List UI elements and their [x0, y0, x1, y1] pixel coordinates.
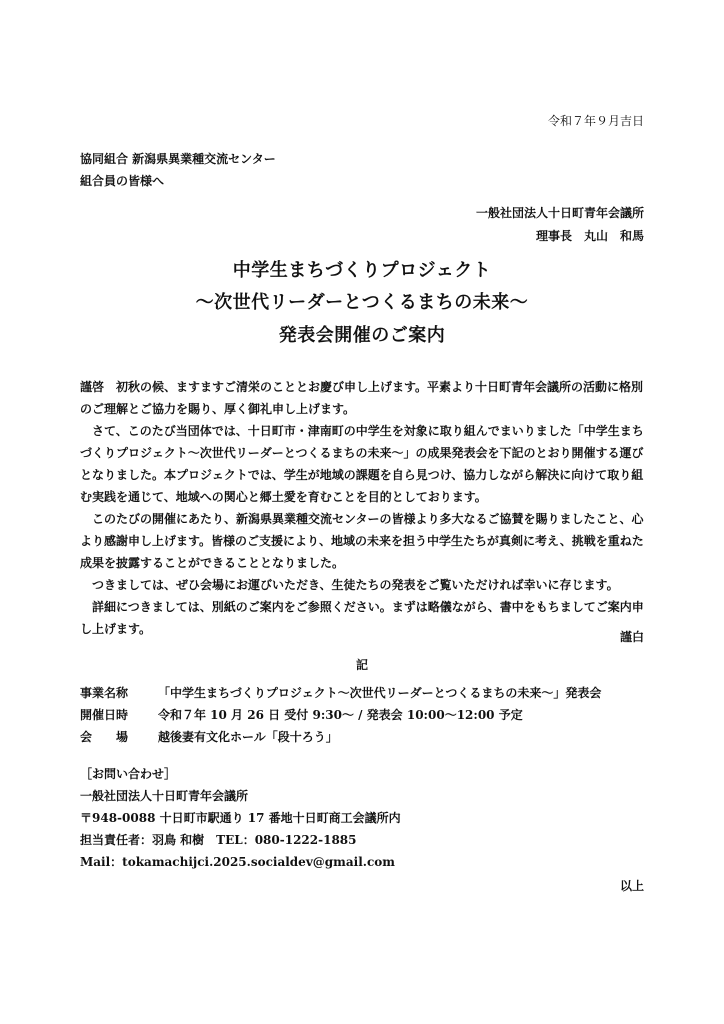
event-venue-value: 越後妻有文化ホール「段十ろう」: [158, 730, 338, 744]
event-venue-row: [80, 726, 601, 748]
event-venue-label: 会 場: [80, 730, 129, 744]
title-line-2: ～次世代リーダーとつくるまちの未来～: [195, 292, 529, 313]
contact-info: [80, 763, 401, 873]
body-paragraph-greeting: 謹啓 初秋の候、ますますご清栄のこととお慶び申し上げます。平素より十日町青年会議所の活動に格別のご理解とご協力を賜り、厚く御礼申し上げます。: [80, 380, 644, 416]
event-date-label: 開催日時: [80, 708, 129, 722]
sender-organization: 一般社団法人十日町青年会議所: [475, 206, 644, 220]
event-name-label: 事業名称: [80, 686, 129, 700]
recipient-addressee: 組合員の皆様へ: [80, 174, 165, 188]
event-date-row: [80, 704, 601, 726]
event-name-value: 「中学生まちづくりプロジェクト～次世代リーダーとつくるまちの未来～」発表会: [158, 686, 602, 700]
letter-date: 令和７年９月吉日: [547, 114, 644, 128]
ki-heading: 記: [355, 658, 368, 672]
contact-mail: Mail：tokamachijci.2025.socialdev@gmail.com: [80, 855, 395, 869]
event-name-row: [80, 682, 601, 704]
letter-body: [80, 376, 645, 640]
title-line-3: 発表会開催のご案内: [278, 325, 446, 346]
closing-phrase: 謹白: [619, 630, 644, 644]
event-details: [80, 682, 601, 748]
contact-heading: ［お問い合わせ］: [80, 767, 177, 781]
contact-address: 〒948-0088 十日町市駅通り 17 番地十日町商工会議所内: [80, 811, 401, 825]
end-mark: 以上: [619, 879, 644, 893]
contact-person: 担当責任者：羽鳥 和樹 TEL：080-1222-1885: [80, 833, 357, 847]
contact-organization: 一般社団法人十日町青年会議所: [80, 789, 249, 803]
body-paragraph-announcement: さて、このたび当団体では、十日町市・津南町の中学生を対象に取り組んでまいりました「中学生まちづくりプロジェクト～次世代リーダーとつくるまちの未来～」の成果発表会を下記のとおり開催する運びとなりました。本プロジェクトでは、学生が地域の課題を自ら見つけ、協力しながら解決に向けて取り組む実践を通じて、地域への関心と郷土愛を育むことを目的としております。: [80, 424, 644, 504]
title-line-1: 中学生まちづくりプロジェクト: [232, 260, 492, 281]
recipient-organization: 協同組合 新潟県異業種交流センター: [80, 152, 276, 166]
body-paragraph-thanks: このたびの開催にあたり、新潟県異業種交流センターの皆様より多大なるご協賛を賜りましたこと、心より感謝申し上げます。皆様のご支援により、地域の未来を担う中学生たちが真剣に考え、挑戦を重ねた成果を披露することができることとなりました。: [80, 512, 644, 570]
body-paragraph-details: 詳細につきましては、別紙のご案内をご参照ください。まずは略儀ながら、書中をもちましてご案内申し上げます。: [80, 600, 644, 636]
body-paragraph-invitation: つきましては、ぜひ会場にお運びいただき、生徒たちの発表をご覧いただければ幸いに存じます。: [92, 578, 619, 592]
sender-representative: 理事長 丸山 和馬: [535, 229, 644, 243]
event-date-value: 令和７年 10 月 26 日 受付 9:30～ / 発表会 10:00～12:00 予定: [158, 708, 523, 722]
